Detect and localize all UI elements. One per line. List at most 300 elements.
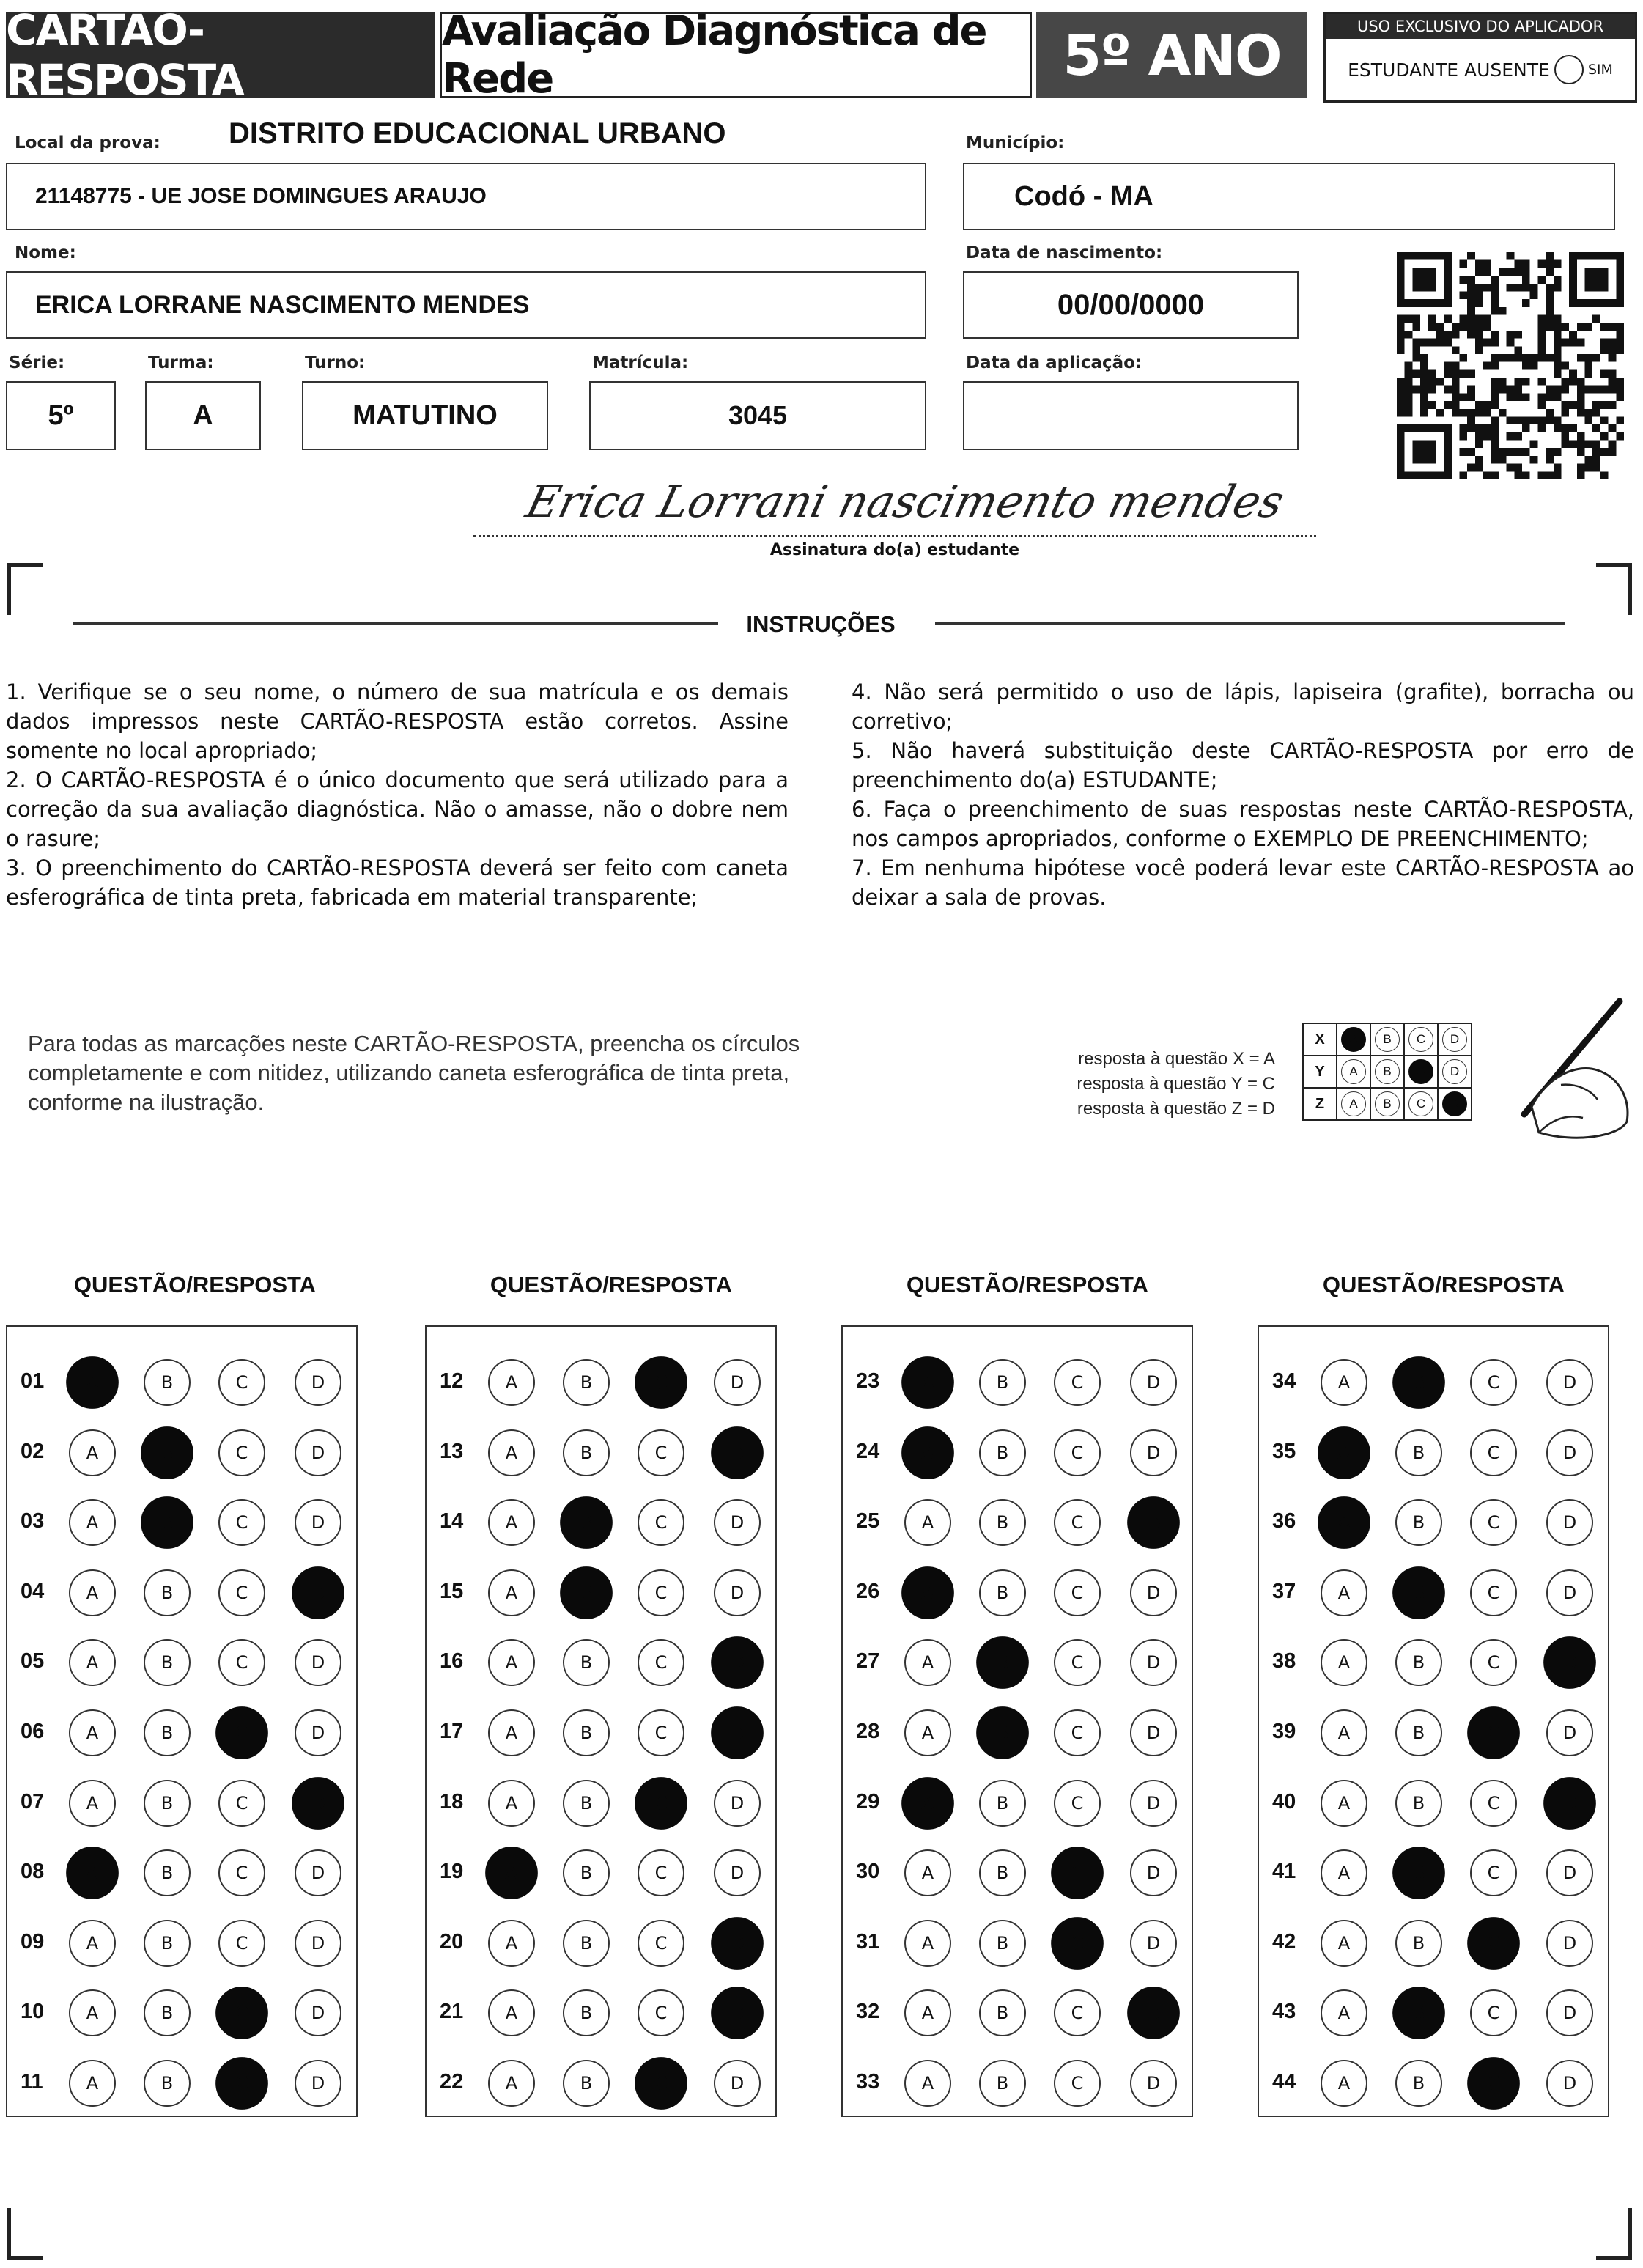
instruction-item: 3. O preenchimento do CARTÃO-RESPOSTA deverá ser feito com caneta esferográfica de tinta preta, fabricada em material transparente; — [6, 855, 789, 910]
question-number: 11 — [21, 2070, 43, 2094]
application-date-label: Data da aplicação: — [966, 353, 1142, 372]
question-number: 36 — [1272, 1509, 1296, 1534]
answer-bubble-a[interactable]: A — [66, 1847, 119, 1899]
answer-bubble-a[interactable]: A — [69, 2060, 116, 2107]
answer-bubble-d[interactable]: D — [295, 1499, 341, 1546]
answer-bubble-b[interactable]: B — [563, 1989, 610, 2036]
answer-bubble-b[interactable]: B — [979, 1499, 1026, 1546]
answer-bubble-b[interactable]: B — [979, 1429, 1026, 1476]
answer-bubble-c[interactable]: C — [635, 1356, 687, 1409]
answer-bubble-d[interactable]: D — [1546, 1709, 1593, 1756]
answer-bubble-b[interactable]: B — [1395, 1920, 1442, 1967]
answer-bubble-b[interactable]: B — [563, 1709, 610, 1756]
answer-row — [1259, 1780, 1608, 1827]
question-number: 34 — [1272, 1369, 1296, 1393]
answer-bubble-a[interactable]: A — [1321, 1569, 1367, 1616]
answer-bubble-b[interactable]: B — [1392, 1566, 1445, 1619]
answer-bubble-b[interactable]: B — [979, 1989, 1026, 2036]
answer-bubble-a[interactable]: A — [1321, 1920, 1367, 1967]
exam-title: Avaliação Diagnóstica de Rede — [440, 12, 1032, 98]
question-number: 32 — [856, 2000, 880, 2024]
answer-bubble-c[interactable]: C — [1054, 2060, 1101, 2107]
question-number: 42 — [1272, 1929, 1296, 1954]
answer-bubble-b[interactable]: B — [1392, 1847, 1445, 1899]
question-number: 30 — [856, 1860, 880, 1884]
answer-row — [427, 1499, 775, 1546]
answer-bubble-d[interactable]: D — [295, 2060, 341, 2107]
instructions-right — [852, 677, 1634, 912]
answer-bubble-c[interactable]: C — [1470, 1499, 1517, 1546]
answer-bubble-c[interactable]: C — [218, 1429, 265, 1476]
answer-bubble-a[interactable]: A — [69, 1499, 116, 1546]
answer-bubble-b[interactable]: B — [563, 1920, 610, 1967]
fill-example-bubble-a: A — [1341, 1027, 1366, 1052]
answer-bubble-a[interactable]: A — [488, 1499, 535, 1546]
answer-bubble-c[interactable]: C — [638, 1639, 684, 1686]
answer-bubble-d[interactable]: D — [1130, 1709, 1177, 1756]
answer-bubble-d[interactable]: D — [1546, 1429, 1593, 1476]
instruction-item: 2. O CARTÃO-RESPOSTA é o único documento que será utilizado para a correção da sua avaliação diagnóstica. Não o amasse, não o dobre nem o rasure; — [6, 767, 789, 851]
answer-bubble-a[interactable]: A — [488, 1920, 535, 1967]
turno-field: MATUTINO — [302, 381, 548, 450]
question-number: 33 — [856, 2070, 880, 2094]
answer-bubble-c[interactable]: C — [1054, 1499, 1101, 1546]
corner-mark-bottom-right — [1596, 2208, 1632, 2260]
answer-bubble-c[interactable]: C — [1054, 1569, 1101, 1616]
answer-bubble-d[interactable]: D — [1546, 1359, 1593, 1406]
instruction-item: 6. Faça o preenchimento de suas respostas neste CARTÃO-RESPOSTA, nos campos apropriados, conforme o EXEMPLO DE PREENCHIMENTO; — [852, 797, 1634, 851]
answer-row — [1259, 1709, 1608, 1756]
answer-bubble-a[interactable]: A — [901, 1356, 954, 1409]
answer-bubble-a[interactable]: A — [1321, 1359, 1367, 1406]
answer-row — [427, 1639, 775, 1686]
answer-bubble-b[interactable]: B — [1392, 1356, 1445, 1409]
answer-column — [1258, 1325, 1609, 2117]
answer-row — [7, 1920, 356, 1967]
answer-bubble-c[interactable]: C — [218, 1920, 265, 1967]
signature-line — [473, 535, 1316, 537]
answer-row — [843, 1709, 1192, 1756]
fill-example-row — [1303, 1088, 1472, 1120]
answer-bubble-b[interactable]: B — [1395, 2060, 1442, 2107]
answer-row — [7, 1780, 356, 1827]
question-number: 13 — [440, 1439, 464, 1463]
municipio-label: Município: — [966, 133, 1065, 152]
legend-line: resposta à questão Z = D — [1077, 1099, 1275, 1119]
answer-bubble-d[interactable]: D — [1130, 1780, 1177, 1827]
answer-bubble-b[interactable]: B — [141, 1496, 193, 1549]
answer-bubble-a[interactable]: A — [485, 1847, 538, 1899]
answer-row — [843, 1780, 1192, 1827]
question-number: 31 — [856, 1929, 880, 1954]
pen-hand-icon — [1488, 997, 1634, 1151]
answer-bubble-d[interactable]: D — [1546, 1849, 1593, 1896]
answer-bubble-a[interactable]: A — [1321, 1709, 1367, 1756]
answer-bubble-d[interactable]: D — [1130, 1359, 1177, 1406]
answer-bubble-b[interactable]: B — [144, 1359, 191, 1406]
answer-bubble-d[interactable]: D — [714, 2060, 761, 2107]
fill-example-bubble-a: A — [1341, 1091, 1366, 1116]
answer-row — [427, 1920, 775, 1967]
answer-bubble-b[interactable]: B — [144, 1709, 191, 1756]
answer-bubble-a[interactable]: A — [1321, 1780, 1367, 1827]
fill-example-bubble-a: A — [1341, 1059, 1366, 1084]
serie-field: 5º — [6, 381, 116, 450]
question-number: 23 — [856, 1369, 880, 1393]
answer-row — [7, 1429, 356, 1476]
name-label: Nome: — [15, 243, 76, 262]
answer-row — [843, 1639, 1192, 1686]
question-number: 40 — [1272, 1789, 1296, 1814]
answer-bubble-b[interactable]: B — [979, 1359, 1026, 1406]
answer-bubble-b[interactable]: B — [563, 1780, 610, 1827]
answer-bubble-c[interactable]: C — [635, 2057, 687, 2110]
answer-bubble-c[interactable]: C — [1470, 1359, 1517, 1406]
answer-bubble-c[interactable]: C — [1054, 1780, 1101, 1827]
question-number: 09 — [21, 1929, 45, 1954]
answer-bubble-b[interactable]: B — [144, 1849, 191, 1896]
serie-label: Série: — [9, 353, 65, 372]
answer-row — [7, 1639, 356, 1686]
answer-bubble-c[interactable]: C — [638, 1709, 684, 1756]
answer-bubble-c[interactable]: C — [1054, 1359, 1101, 1406]
answer-bubble-a[interactable]: A — [488, 1780, 535, 1827]
answer-bubble-c[interactable]: C — [1467, 1706, 1520, 1759]
answer-bubble-a[interactable]: A — [69, 1920, 116, 1967]
answer-bubble-b[interactable]: B — [563, 2060, 610, 2107]
question-number: 16 — [440, 1649, 464, 1674]
answer-bubble-b[interactable]: B — [144, 2060, 191, 2107]
answer-bubble-d[interactable]: D — [714, 1849, 761, 1896]
answer-bubble-d[interactable]: D — [711, 1917, 764, 1970]
instruction-item: 1. Verifique se o seu nome, o número de sua matrícula e os demais dados impressos neste CARTÃO-RESPOSTA estão corretos. Assine somente no local apropriado; — [6, 680, 789, 763]
answer-bubble-a[interactable]: A — [904, 1499, 951, 1546]
column-title: QUESTÃO/RESPOSTA — [490, 1272, 733, 1297]
answer-bubble-a[interactable]: A — [69, 1639, 116, 1686]
answer-bubble-c[interactable]: C — [218, 1569, 265, 1616]
answer-bubble-c[interactable]: C — [215, 1706, 268, 1759]
answer-bubble-d[interactable]: D — [1543, 1777, 1596, 1830]
answer-row — [7, 1499, 356, 1546]
answer-row — [1259, 1639, 1608, 1686]
answer-bubble-b[interactable]: B — [1392, 1987, 1445, 2040]
answer-bubble-a[interactable]: A — [1321, 1639, 1367, 1686]
answer-bubble-b[interactable]: B — [976, 1637, 1029, 1690]
answer-bubble-a[interactable]: A — [904, 1709, 951, 1756]
answer-bubble-d[interactable]: D — [1130, 1569, 1177, 1616]
answer-row — [7, 2060, 356, 2107]
answer-bubble-d[interactable]: D — [1546, 1920, 1593, 1967]
absent-checkbox[interactable] — [1554, 55, 1584, 84]
answer-row — [427, 1709, 775, 1756]
question-number: 01 — [21, 1369, 45, 1393]
question-number: 19 — [440, 1860, 464, 1884]
corner-mark-bottom-left — [7, 2208, 43, 2260]
birthdate-label: Data de nascimento: — [966, 243, 1163, 262]
fill-example-bubble-d: D — [1442, 1059, 1467, 1084]
answer-bubble-d[interactable]: D — [1130, 1429, 1177, 1476]
answer-bubble-c[interactable]: C — [638, 1989, 684, 2036]
question-number: 22 — [440, 2070, 464, 2094]
fill-example-bubble-d: D — [1442, 1027, 1467, 1052]
answer-bubble-b[interactable]: B — [563, 1429, 610, 1476]
answer-bubble-d[interactable]: D — [1543, 1637, 1596, 1690]
absent-label: ESTUDANTE AUSENTE — [1348, 59, 1550, 81]
answer-bubble-b[interactable]: B — [979, 1780, 1026, 1827]
answer-bubble-c[interactable]: C — [218, 1639, 265, 1686]
fill-example-bubble-b: B — [1375, 1027, 1400, 1052]
answer-bubble-c[interactable]: C — [218, 1359, 265, 1406]
answer-bubble-a[interactable]: A — [1321, 1989, 1367, 2036]
answer-bubble-b[interactable]: B — [1395, 1499, 1442, 1546]
answer-column — [841, 1325, 1193, 2117]
answer-bubble-d[interactable]: D — [711, 1637, 764, 1690]
question-number: 17 — [440, 1720, 464, 1743]
name-field: ERICA LORRANE NASCIMENTO MENDES — [6, 271, 926, 339]
fill-example-bubble-c: C — [1408, 1027, 1433, 1052]
answer-bubble-a[interactable]: A — [488, 1429, 535, 1476]
answer-bubble-d[interactable]: D — [1127, 1987, 1180, 2040]
signature-caption: Assinatura do(a) estudante — [769, 541, 1020, 559]
answer-bubble-c[interactable]: C — [1051, 1847, 1104, 1899]
answer-bubble-d[interactable]: D — [295, 1989, 341, 2036]
answer-bubble-b[interactable]: B — [563, 1359, 610, 1406]
answer-bubble-a[interactable]: A — [904, 1920, 951, 1967]
answer-row — [7, 1569, 356, 1616]
answer-row — [843, 2060, 1192, 2107]
answer-bubble-c[interactable]: C — [1470, 1569, 1517, 1616]
answer-bubble-d[interactable]: D — [1546, 1569, 1593, 1616]
answer-bubble-b[interactable]: B — [560, 1566, 613, 1619]
question-number: 12 — [440, 1369, 464, 1393]
answer-bubble-d[interactable]: D — [295, 1920, 341, 1967]
fill-example-row — [1303, 1023, 1472, 1056]
answer-row — [7, 1849, 356, 1896]
column-title: QUESTÃO/RESPOSTA — [73, 1272, 317, 1297]
answer-bubble-b[interactable]: B — [144, 1639, 191, 1686]
answer-bubble-d[interactable]: D — [295, 1359, 341, 1406]
answer-row — [427, 1989, 775, 2036]
question-number: 25 — [856, 1509, 880, 1534]
answer-bubble-d[interactable]: D — [1127, 1496, 1180, 1549]
column-title: QUESTÃO/RESPOSTA — [1322, 1272, 1565, 1297]
answer-bubble-a[interactable]: A — [901, 1426, 954, 1479]
answer-bubble-c[interactable]: C — [1054, 1639, 1101, 1686]
question-number: 10 — [21, 2000, 45, 2024]
legend-line: resposta à questão Y = C — [1077, 1074, 1275, 1094]
answer-bubble-d[interactable]: D — [295, 1429, 341, 1476]
question-number: 15 — [440, 1579, 464, 1603]
answer-bubble-d[interactable]: D — [1546, 2060, 1593, 2107]
answer-row — [843, 1499, 1192, 1546]
corner-mark-top-left — [7, 563, 43, 615]
answer-bubble-c[interactable]: C — [215, 1987, 268, 2040]
qr-code — [1397, 252, 1624, 479]
answer-bubble-c[interactable]: C — [218, 1780, 265, 1827]
answer-bubble-b[interactable]: B — [1395, 1429, 1442, 1476]
question-number: 37 — [1272, 1579, 1296, 1603]
fill-example-text: Para todas as marcações neste CARTÃO-RESPOSTA, preencha os círculos completamente e com nitidez, utilizando caneta esferográfica de tinta preta, conforme na ilustração. — [28, 1031, 800, 1115]
answer-bubble-d[interactable]: D — [1130, 1849, 1177, 1896]
answer-bubble-b[interactable]: B — [563, 1639, 610, 1686]
question-number: 44 — [1272, 2070, 1296, 2094]
answer-bubble-a[interactable]: A — [1318, 1426, 1370, 1479]
question-number: 35 — [1272, 1439, 1296, 1463]
instructions-left — [6, 677, 789, 912]
answer-bubble-a[interactable]: A — [69, 1989, 116, 2036]
answer-bubble-d[interactable]: D — [714, 1569, 761, 1616]
answer-bubble-d[interactable]: D — [711, 1426, 764, 1479]
fill-example-row-label: X — [1303, 1023, 1337, 1056]
answer-bubble-a[interactable]: A — [488, 1709, 535, 1756]
answer-bubble-b[interactable]: B — [144, 1920, 191, 1967]
answer-bubble-b[interactable]: B — [563, 1849, 610, 1896]
answer-bubble-c[interactable]: C — [638, 1429, 684, 1476]
answer-bubble-d[interactable]: D — [1546, 1989, 1593, 2036]
answer-bubble-a[interactable]: A — [1321, 2060, 1367, 2107]
answer-row — [1259, 1920, 1608, 1967]
fill-example-bubble-b: B — [1375, 1091, 1400, 1116]
answer-bubble-a[interactable]: A — [488, 1989, 535, 2036]
answer-bubble-d[interactable]: D — [714, 1780, 761, 1827]
answer-bubble-c[interactable]: C — [218, 1499, 265, 1546]
answer-bubble-c[interactable]: C — [1051, 1917, 1104, 1970]
answer-bubble-b[interactable]: B — [1395, 1780, 1442, 1827]
answer-bubble-b[interactable]: B — [979, 1849, 1026, 1896]
school-field: 21148775 - UE JOSE DOMINGUES ARAUJO — [6, 163, 926, 230]
answer-bubble-d[interactable]: D — [1546, 1499, 1593, 1546]
answer-bubble-c[interactable]: C — [215, 2057, 268, 2110]
answer-bubble-a[interactable]: A — [488, 1359, 535, 1406]
question-number: 21 — [440, 2000, 464, 2024]
turno-label: Turno: — [305, 353, 366, 372]
answer-bubble-a[interactable]: A — [69, 1709, 116, 1756]
answer-bubble-a[interactable]: A — [901, 1566, 954, 1619]
answer-row — [427, 2060, 775, 2107]
answer-row — [1259, 2060, 1608, 2107]
answer-bubble-d[interactable]: D — [1130, 1920, 1177, 1967]
answer-bubble-b[interactable]: B — [976, 1706, 1029, 1759]
answer-bubble-b[interactable]: B — [144, 1569, 191, 1616]
answer-bubble-b[interactable]: B — [141, 1426, 193, 1479]
answer-bubble-c[interactable]: C — [638, 1920, 684, 1967]
answer-bubble-c[interactable]: C — [1470, 1429, 1517, 1476]
question-number: 41 — [1272, 1860, 1296, 1884]
answer-bubble-b[interactable]: B — [979, 1920, 1026, 1967]
answer-bubble-c[interactable]: C — [638, 1499, 684, 1546]
answer-bubble-c[interactable]: C — [635, 1777, 687, 1830]
answer-bubble-a[interactable]: A — [69, 1780, 116, 1827]
answer-bubble-a[interactable]: A — [904, 1639, 951, 1686]
application-date-field — [963, 381, 1299, 450]
fill-example-bubble-c: C — [1408, 1091, 1433, 1116]
card-title: CARTÃO-RESPOSTA — [6, 12, 435, 98]
applicator-box — [1323, 12, 1637, 103]
turma-label: Turma: — [148, 353, 214, 372]
answer-bubble-c[interactable]: C — [1470, 1989, 1517, 2036]
question-number: 18 — [440, 1789, 464, 1814]
column-title: QUESTÃO/RESPOSTA — [906, 1272, 1149, 1297]
answer-bubble-c[interactable]: C — [1054, 1709, 1101, 1756]
question-number: 08 — [21, 1860, 45, 1884]
question-number: 02 — [21, 1439, 45, 1463]
answer-bubble-b[interactable]: B — [979, 1569, 1026, 1616]
answer-bubble-b[interactable]: B — [144, 1780, 191, 1827]
answer-bubble-a[interactable]: A — [488, 2060, 535, 2107]
matricula-field: 3045 — [589, 381, 926, 450]
answer-bubble-a[interactable]: A — [904, 2060, 951, 2107]
answer-bubble-b[interactable]: B — [144, 1989, 191, 2036]
answer-bubble-c[interactable]: C — [638, 1569, 684, 1616]
answer-bubble-d[interactable]: D — [714, 1359, 761, 1406]
answer-bubble-a[interactable]: A — [904, 1849, 951, 1896]
answer-bubble-a[interactable]: A — [904, 1989, 951, 2036]
instruction-item: 5. Não haverá substituição deste CARTÃO-RESPOSTA por erro de preenchimento do(a) ESTUDANTE; — [852, 738, 1634, 792]
answer-row — [427, 1569, 775, 1616]
answer-bubble-d[interactable]: D — [295, 1639, 341, 1686]
answer-bubble-c[interactable]: C — [1470, 1639, 1517, 1686]
answer-bubble-c[interactable]: C — [1467, 2057, 1520, 2110]
answer-bubble-c[interactable]: C — [1470, 1849, 1517, 1896]
answer-bubble-a[interactable]: A — [66, 1356, 119, 1409]
fill-example-row — [1303, 1056, 1472, 1088]
answer-bubble-a[interactable]: A — [901, 1777, 954, 1830]
answer-bubble-d[interactable]: D — [292, 1777, 344, 1830]
answer-bubble-d[interactable]: D — [1130, 2060, 1177, 2107]
answer-bubble-d[interactable]: D — [295, 1849, 341, 1896]
answer-bubble-b[interactable]: B — [1395, 1639, 1442, 1686]
legend-line: resposta à questão X = A — [1078, 1049, 1275, 1069]
answer-row — [843, 1920, 1192, 1967]
answer-bubble-d[interactable]: D — [292, 1566, 344, 1619]
answer-bubble-c[interactable]: C — [638, 1849, 684, 1896]
answer-bubble-d[interactable]: D — [711, 1706, 764, 1759]
answer-bubble-c[interactable]: C — [1054, 1989, 1101, 2036]
answer-bubble-b[interactable]: B — [560, 1496, 613, 1549]
question-number: 43 — [1272, 2000, 1296, 2024]
answer-bubble-c[interactable]: C — [1054, 1429, 1101, 1476]
question-number: 20 — [440, 1929, 464, 1954]
answer-bubble-d[interactable]: D — [295, 1709, 341, 1756]
answer-bubble-d[interactable]: D — [711, 1987, 764, 2040]
answer-bubble-c[interactable]: C — [1470, 1780, 1517, 1827]
answer-bubble-c[interactable]: C — [1467, 1917, 1520, 1970]
instructions-rule-left — [73, 622, 718, 625]
question-number: 26 — [856, 1579, 880, 1603]
answer-bubble-b[interactable]: B — [979, 2060, 1026, 2107]
answer-bubble-b[interactable]: B — [1395, 1709, 1442, 1756]
question-number: 07 — [21, 1789, 45, 1814]
local-label: Local da prova: — [15, 133, 160, 152]
answer-row — [7, 1989, 356, 2036]
answer-bubble-d[interactable]: D — [1130, 1639, 1177, 1686]
absent-option-label: SIM — [1587, 62, 1613, 78]
turma-field: A — [145, 381, 261, 450]
answer-bubble-a[interactable]: A — [1318, 1496, 1370, 1549]
question-number: 29 — [856, 1789, 880, 1814]
answer-bubble-a[interactable]: A — [488, 1569, 535, 1616]
answer-bubble-c[interactable]: C — [218, 1849, 265, 1896]
question-number: 14 — [440, 1509, 464, 1534]
question-number: 06 — [21, 1720, 45, 1743]
answer-bubble-a[interactable]: A — [488, 1639, 535, 1686]
answer-bubble-d[interactable]: D — [714, 1499, 761, 1546]
applicator-only-label: USO EXCLUSIVO DO APLICADOR — [1326, 14, 1635, 39]
answer-bubble-a[interactable]: A — [69, 1569, 116, 1616]
answer-bubble-a[interactable]: A — [69, 1429, 116, 1476]
answer-bubble-a[interactable]: A — [1321, 1849, 1367, 1896]
answer-row — [427, 1849, 775, 1896]
